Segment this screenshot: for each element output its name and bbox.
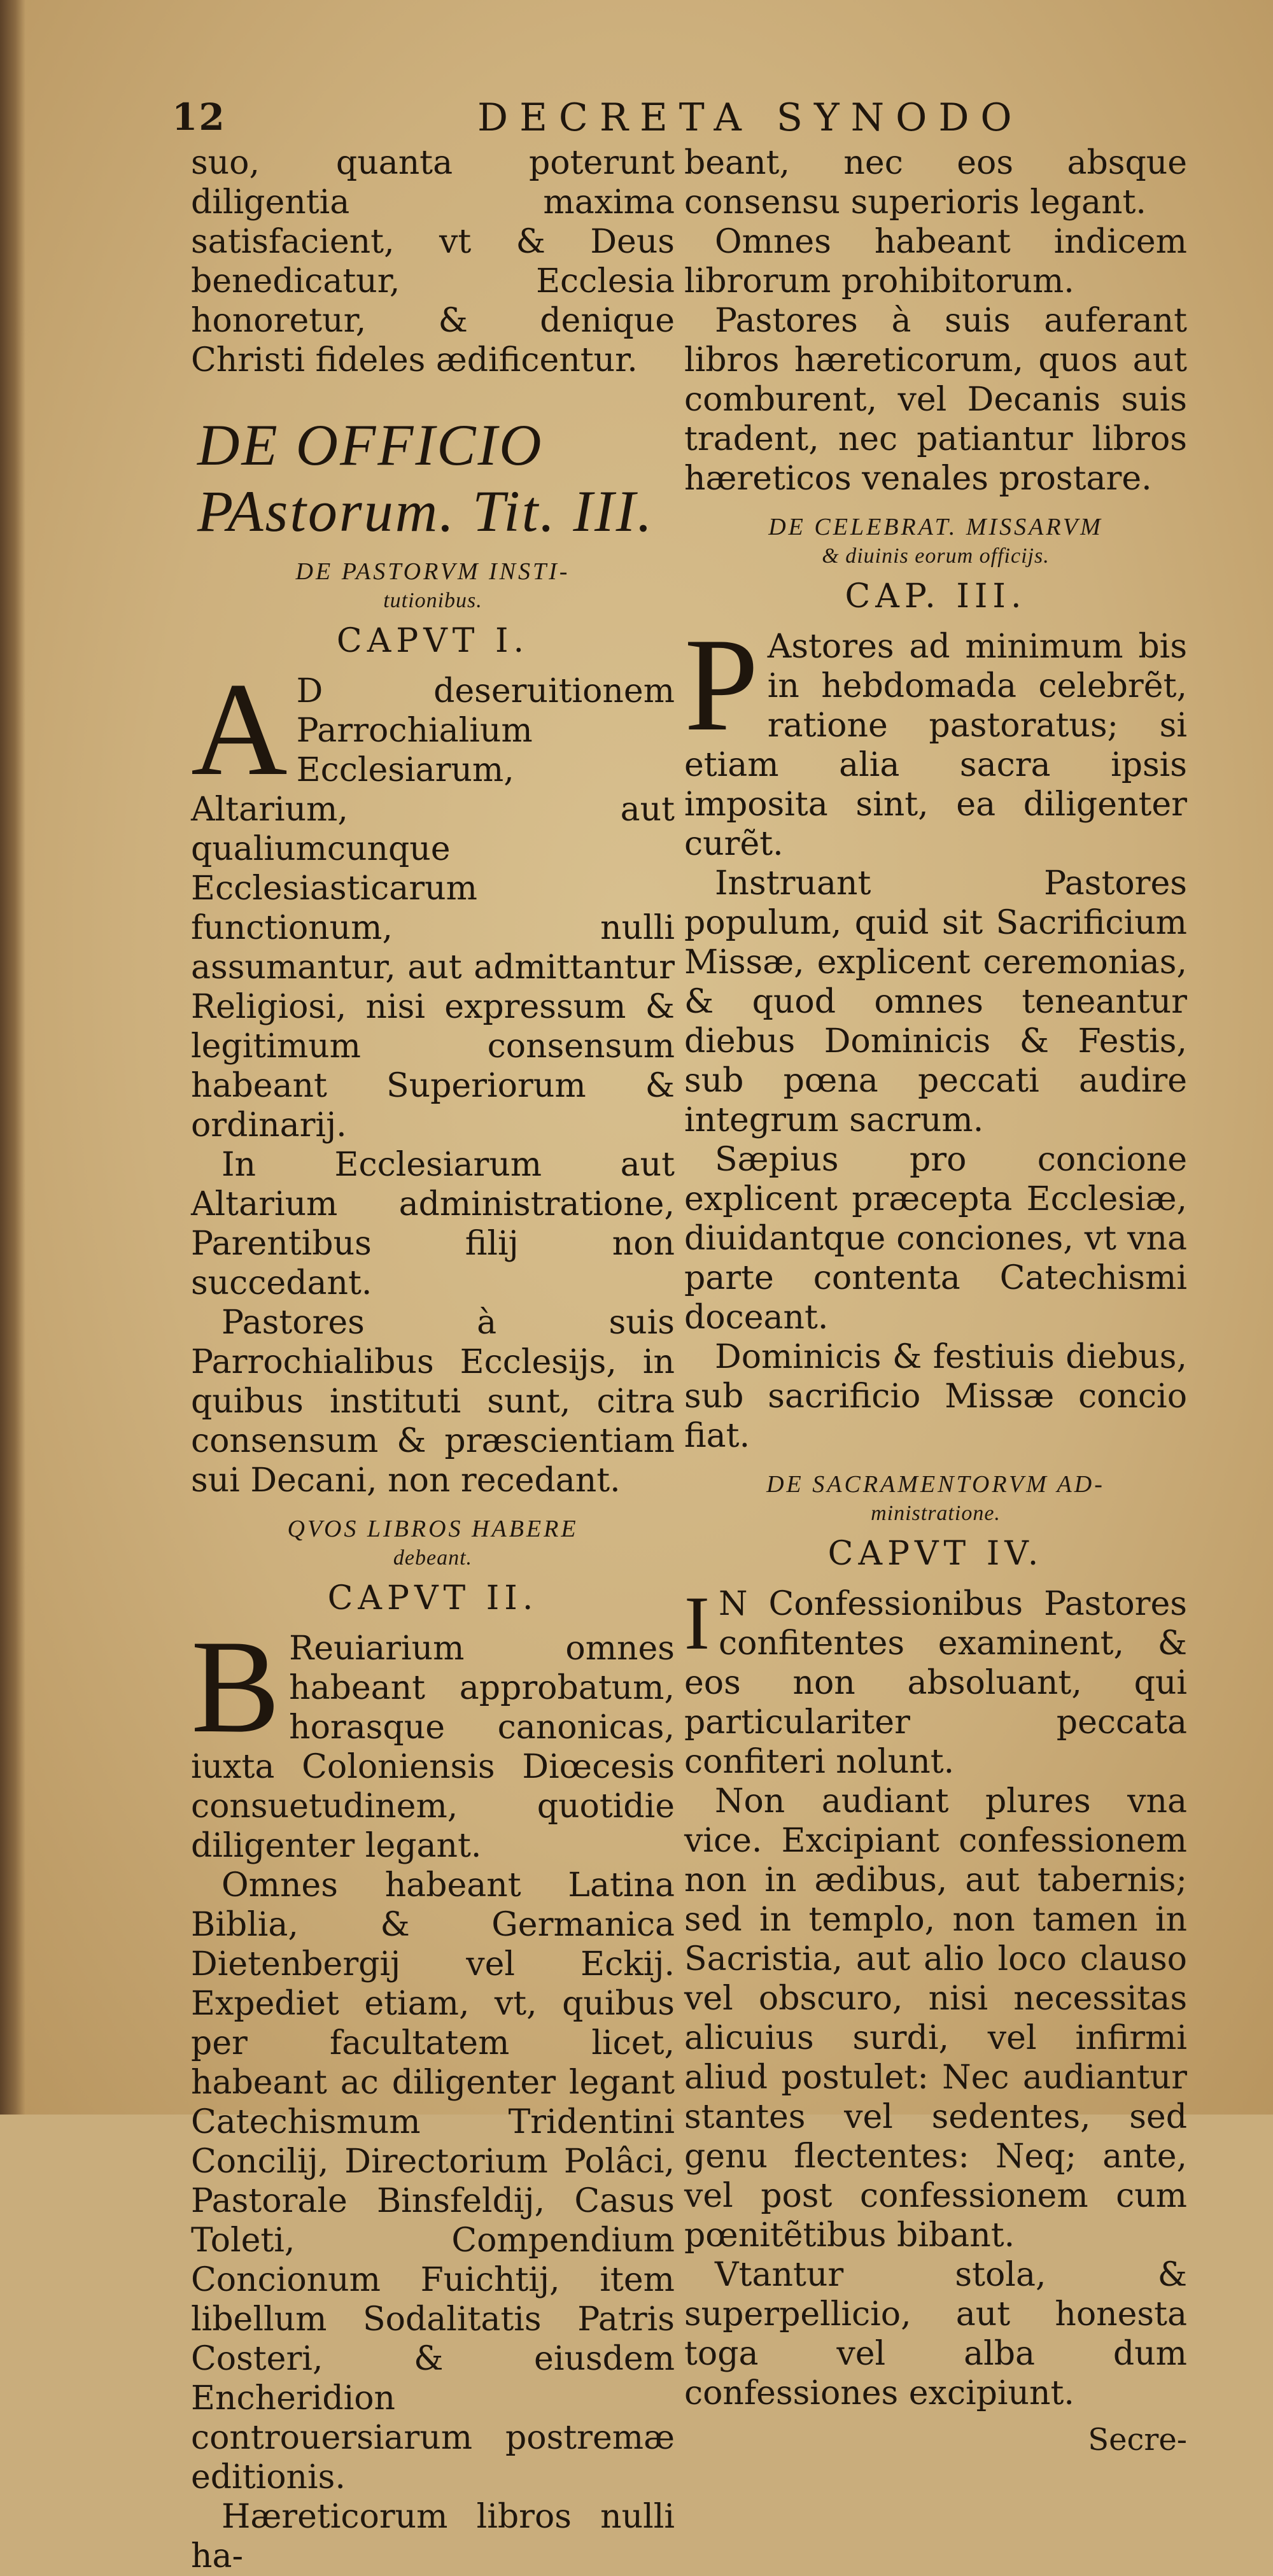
paragraph-text: N Confessionibus Pastores confitentes examinent, & eos non absoluant, qui particulariter peccata confiteri nolunt.: [684, 1585, 1187, 1781]
chapter-heading-2: CAPVT II.: [327, 1579, 538, 1617]
chapter2-paragraph-3: Hæreticorum libros nulli ha-: [191, 2498, 675, 2575]
catchword: Secre-: [1088, 2422, 1187, 2458]
rubric-subline: debeant.: [393, 1546, 473, 1570]
rubric-line: DE SACRAMENTORVM AD-: [766, 1471, 1105, 1498]
chapter-heading-4: CAPVT IV.: [827, 1535, 1044, 1573]
page-number: 12: [172, 95, 226, 139]
continuation-paragraph: beant, nec eos absque consensu superioris legant.: [684, 144, 1187, 222]
paragraph-text: Reuiarium omnes habeant approbatum, horasque canonicas, iuxta Coloniensis Diœcesis consuetudinem, quotidie diligenter legant.: [191, 1629, 675, 1865]
chapter2-paragraph-2: Omnes habeant Latina Biblia, & Germanica Dietenbergij vel Eckij. Expediet etiam, vt, quibus per facultatem licet, habeant ac diligenter legant Catechismum Tridentini Concilij, Directorium Polâci, Pastorale Binsfeldij, Casus Toleti, Compendium Concionum Fuichtij, item libellum Sodalitatis Patris Costeri, & eiusdem Encheridion controuersiarum postremæ editionis.: [191, 1866, 675, 2496]
paragraph-text: D deseruitionem Parrochialium Ecclesiarum, Altarium, aut qualiumcunque Ecclesiasticarum functionum, nulli assumantur, aut admittantur Religiosi, nisi expressum & legitimum consensum habeant Superiorum & ordinarij.: [191, 672, 675, 1144]
rubric-subline: tutionibus.: [383, 589, 482, 612]
chapter-heading-1: CAPVT I.: [336, 622, 530, 660]
rubric-quos-libros: [191, 1514, 675, 1573]
rubric-pastorum-institutionibus: [191, 557, 675, 616]
rubric-line: DE PASTORVM INSTI-: [295, 558, 570, 585]
heretic-books-paragraph: Pastores à suis auferant libros hæreticorum, quos aut comburent, vel Decanis suis tradent, nec patiantur libros hæreticos venales prostare.: [684, 302, 1187, 498]
running-head: DECRETA SYNODO: [477, 95, 1023, 140]
index-paragraph: Omnes habeant indicem librorum prohibitorum.: [684, 223, 1187, 300]
book-spine-shadow: [0, 0, 25, 2115]
chapter2-paragraph-1: [191, 1613, 675, 1866]
chapter1-paragraph-2: In Ecclesiarum aut Altarium administratione, Parentibus filij non succedant.: [191, 1146, 675, 1302]
chapter1-paragraph-1: [191, 656, 675, 1145]
chapter3-paragraph-2: Instruant Pastores populum, quid sit Sacrificium Missæ, explicent ceremonias, & quod omnes teneantur diebus Dominicis & Festis, sub pœna peccati audire integrum sacrum.: [684, 864, 1187, 1139]
chapter3-paragraph-1: [684, 611, 1187, 864]
page-header: [172, 95, 1190, 146]
chapter-heading-3: CAP. III.: [845, 577, 1027, 616]
section-title: DE OFFICIO PAstorum. Tit. III.: [197, 412, 654, 544]
chapter4-paragraph-3: Vtantur stola, & superpellicio, aut honesta toga vel alba dum confessiones excipiunt.: [684, 2256, 1187, 2412]
rubric-celebrat-missarum: [684, 512, 1187, 571]
drop-cap-initial: I: [684, 1580, 710, 1665]
rubric-line: DE CELEBRAT. MISSARVM: [768, 514, 1103, 540]
rubric-subline: & diuinis eorum officijs.: [822, 544, 1050, 568]
rubric-sacramentorum: [684, 1470, 1187, 1528]
right-column: [684, 143, 1187, 2458]
drop-cap-initial: B: [191, 1613, 281, 1761]
chapter4-paragraph-1: [684, 1580, 1187, 1782]
rubric-line: QVOS LIBROS HABERE: [287, 1516, 579, 1542]
chapter3-paragraph-4: Dominicis & festiuis diebus, sub sacrificio Missæ concio fiat.: [684, 1338, 1187, 1455]
drop-cap-initial: A: [191, 656, 288, 803]
chapter1-paragraph-3: Pastores à suis Parrochialibus Ecclesijs, in quibus instituti sunt, citra consensum & præscientiam sui Decani, non recedant.: [191, 1304, 675, 1500]
rubric-subline: ministratione.: [871, 1502, 1001, 1525]
paragraph-text: Astores ad minimum bis in hebdomada celebrẽt, ratione pastoratus; si etiam alia sacra ipsis imposita sint, ea diligenter curẽt.: [684, 628, 1187, 863]
chapter3-paragraph-3: Sæpius pro concione explicent præcepta Ecclesiæ, diuidantque conciones, vt vna parte contenta Catechismi doceant.: [684, 1141, 1187, 1337]
intro-paragraph: suo, quanta poterunt diligentia maxima satisfacient, vt & Deus benedicatur, Ecclesia honoretur, & denique Christi fideles ædificentur.: [191, 144, 675, 379]
chapter4-paragraph-2: Non audiant plures vna vice. Excipiant confessionem non in ædibus, aut tabernis; sed in templo, non tamen in Sacristia, aut alio loco clauso vel obscuro, nisi necessitas alicuius surdi, vel infirmi aliud postulet: Nec audiantur stantes vel sedentes, sed genu flectentes: Neq; ante, vel post confessionem cum pœnitẽtibus bibant.: [684, 1782, 1187, 2255]
drop-cap-initial: P: [684, 611, 759, 759]
left-column: [191, 143, 675, 2576]
